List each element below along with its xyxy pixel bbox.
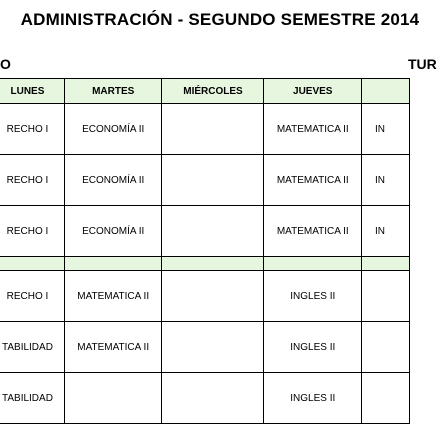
table-cell: IN [362,104,410,155]
shift-label-left: O [0,56,11,72]
table-row [0,271,410,322]
shift-label-right: TUR [408,56,437,72]
table-cell: RECHO I [0,104,64,155]
table-cell: MATEMATICA II [64,322,162,373]
table-row [0,322,410,373]
table-row [0,155,410,206]
table-cell: INGLES II [264,373,362,424]
table-cell [162,104,264,155]
table-cell: MATEMATICA II [264,155,362,206]
table-cell: ECONOMÍA II [64,206,162,257]
table-cell: INGLES II [264,271,362,322]
table-row [0,206,410,257]
page-title: ADMINISTRACIÓN - SEGUNDO SEMESTRE 2014 [20,10,420,29]
table-cell: TABILIDAD [0,322,64,373]
table-row [0,373,410,424]
table-cell [162,322,264,373]
table-cell: IN [362,155,410,206]
separator-row [0,257,410,271]
table-cell [162,155,264,206]
table-cell [362,322,410,373]
header-wednesday: MIÉRCOLES [162,79,264,104]
header-tuesday: MARTES [64,79,162,104]
table-row [0,104,410,155]
header-friday [362,79,410,104]
table-cell: MATEMATICA II [264,206,362,257]
table-cell: ECONOMÍA II [64,104,162,155]
table-cell [162,373,264,424]
header-monday: LUNES [0,79,64,104]
table-cell: ECONOMÍA II [64,155,162,206]
header-thursday: JUEVES [264,79,362,104]
header-row [0,79,410,104]
table-cell [162,206,264,257]
table-cell [362,271,410,322]
table-cell [362,373,410,424]
table-cell: RECHO I [0,155,64,206]
schedule-table [0,78,410,424]
table-cell: RECHO I [0,271,64,322]
table-cell: MATEMATICA II [64,271,162,322]
table-cell: INGLES II [264,322,362,373]
table-cell: RECHO I [0,206,64,257]
table-cell [64,373,162,424]
table-cell: TABILIDAD [0,373,64,424]
table-cell: MATEMATICA II [264,104,362,155]
table-cell: IN [362,206,410,257]
table-cell [162,271,264,322]
